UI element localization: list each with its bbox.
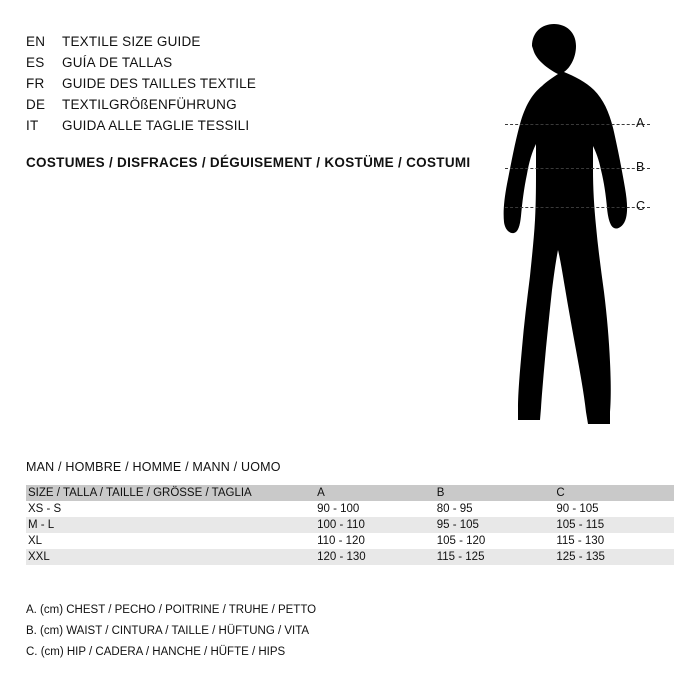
column-header-size: SIZE / TALLA / TAILLE / GRÖSSE / TAGLIA	[28, 487, 252, 499]
footnote-hip: C. (cm) HIP / CADERA / HANCHE / HÜFTE / HIPS	[26, 646, 286, 658]
language-code: FR	[26, 76, 45, 91]
language-code: IT	[26, 118, 39, 133]
cell-a: 100 - 110	[317, 519, 365, 531]
cell-a: 90 - 100	[317, 503, 360, 515]
language-title: GUIDE DES TAILLES TEXTILE	[62, 76, 257, 91]
language-row	[26, 118, 446, 139]
column-header-c: C	[556, 487, 565, 499]
cell-b: 105 - 120	[436, 535, 486, 547]
table-title: MAN / HOMBRE / HOMME / MANN / UOMO	[26, 460, 281, 474]
table-body	[26, 501, 674, 565]
column-header-b: B	[436, 487, 445, 499]
measure-line-a	[505, 124, 650, 125]
table-row	[26, 517, 674, 533]
footnote-list	[26, 600, 316, 663]
cell-size: XXL	[28, 551, 50, 563]
footnote-waist: B. (cm) WAIST / CINTURA / TAILLE / HÜFTUNG / VITA	[26, 625, 310, 637]
column-header-a: A	[317, 487, 325, 499]
language-code: ES	[26, 55, 45, 70]
language-list	[26, 34, 446, 139]
language-row	[26, 76, 446, 97]
category-line: COSTUMES / DISFRACES / DÉGUISEMENT / KOSTÜME / COSTUMI	[26, 155, 471, 170]
cell-b: 80 - 95	[436, 503, 473, 515]
language-row	[26, 55, 446, 76]
cell-a: 120 - 130	[317, 551, 366, 563]
table-row	[26, 501, 674, 517]
cell-c: 115 - 130	[556, 535, 605, 547]
cell-size: M - L	[28, 519, 55, 531]
measure-line-c	[505, 207, 650, 208]
cell-c: 105 - 115	[556, 519, 605, 531]
language-title: TEXTILGRÖßENFÜHRUNG	[62, 97, 237, 112]
table-row	[26, 533, 674, 549]
cell-a: 110 - 120	[317, 535, 365, 547]
male-silhouette-icon	[470, 20, 670, 440]
measure-label-a: A	[636, 116, 645, 130]
cell-b: 115 - 125	[436, 551, 485, 563]
table-row	[26, 549, 674, 565]
language-row	[26, 34, 446, 55]
cell-c: 90 - 105	[556, 503, 599, 515]
measure-label-b: B	[636, 160, 645, 174]
table-header	[26, 485, 674, 501]
measure-line-b	[505, 168, 650, 169]
language-title: GUIDA ALLE TAGLIE TESSILI	[62, 118, 250, 133]
language-title: GUÍA DE TALLAS	[62, 55, 173, 70]
language-code: DE	[26, 97, 46, 112]
language-row	[26, 97, 446, 118]
language-code: EN	[26, 34, 46, 49]
size-table	[26, 485, 674, 565]
body-figure	[470, 20, 670, 440]
cell-c: 125 - 135	[556, 551, 605, 563]
language-title: TEXTILE SIZE GUIDE	[62, 34, 201, 49]
cell-b: 95 - 105	[436, 519, 479, 531]
cell-size: XS - S	[28, 503, 62, 515]
table-header-row	[26, 485, 674, 501]
cell-size: XL	[28, 535, 43, 547]
footnote-chest: A. (cm) CHEST / PECHO / POITRINE / TRUHE / PETTO	[26, 604, 317, 616]
measure-label-c: C	[636, 199, 646, 213]
